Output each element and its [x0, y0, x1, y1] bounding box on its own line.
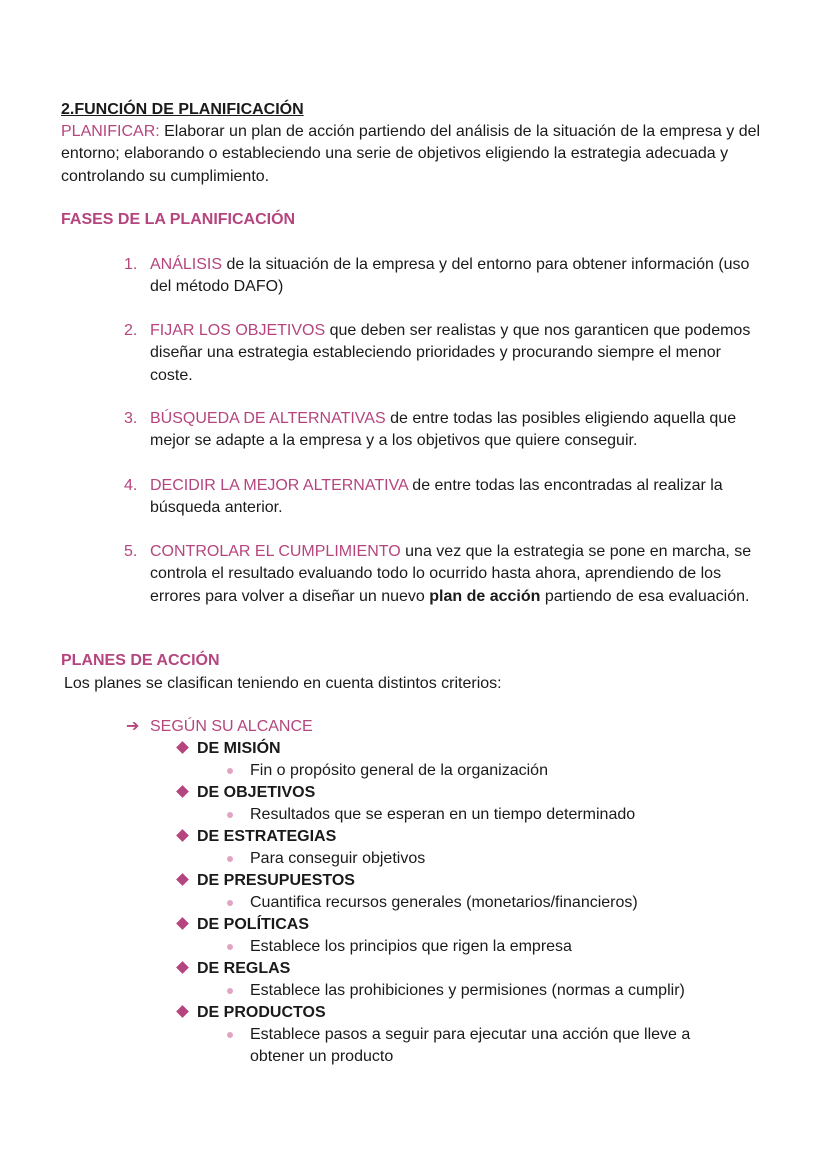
phase-term: FIJAR LOS OBJETIVOS — [150, 322, 326, 339]
plan-type-name: DE ESTRATEGIAS — [197, 828, 337, 845]
plan-type-item — [176, 826, 336, 848]
phase-text-after: partiendo de esa evaluación. — [540, 587, 750, 605]
phase-text: una vez que la estrategia se pone en marcha, se controla el resultado evaluando todo lo ocurrido hasta ahora, aprendiendo de los errores para volver a diseñar un nuevo — [150, 543, 752, 605]
phase-bold-text: plan de acción — [429, 587, 541, 605]
dot-bullet-icon — [227, 1032, 233, 1038]
plan-type-name: DE OBJETIVOS — [197, 784, 316, 801]
plan-type-desc — [227, 892, 727, 914]
plan-type-item — [176, 914, 309, 936]
phase-item — [124, 475, 765, 520]
phase-number: 4. — [124, 477, 138, 494]
dot-bullet-icon — [227, 944, 233, 950]
phase-number: 5. — [124, 543, 138, 560]
plans-heading: PLANES DE ACCIÓN — [61, 652, 220, 669]
page-title: 2.FUNCIÓN DE PLANIFICACIÓN — [61, 101, 304, 118]
diamond-bullet-icon — [176, 873, 189, 886]
plan-type-desc-text: Para conseguir objetivos — [250, 850, 426, 867]
phase-item — [124, 408, 765, 453]
intro-term: PLANIFICAR: — [61, 123, 160, 140]
plan-type-item — [176, 870, 355, 892]
phase-number: 2. — [124, 322, 138, 339]
plan-type-name: DE MISIÓN — [197, 740, 281, 757]
phase-text: de entre todas las encontradas al realizar la búsqueda anterior. — [150, 477, 723, 517]
plan-type-name: DE PRESUPUESTOS — [197, 872, 355, 889]
diamond-bullet-icon — [176, 785, 189, 798]
phase-item — [124, 254, 765, 299]
plan-type-desc-text: Establece pasos a seguir para ejecutar una acción que lleve a obtener un producto — [250, 1026, 691, 1065]
plan-type-name: DE PRODUCTOS — [197, 1004, 326, 1021]
plan-type-desc — [227, 804, 727, 826]
plan-type-desc-text: Cuantifica recursos generales (monetarios/financieros) — [250, 894, 638, 911]
phase-number: 3. — [124, 410, 138, 427]
plan-type-desc — [227, 980, 727, 1002]
diamond-bullet-icon — [176, 829, 189, 842]
phases-heading: FASES DE LA PLANIFICACIÓN — [61, 211, 296, 228]
scope-item — [126, 716, 313, 738]
diamond-bullet-icon — [176, 961, 189, 974]
dot-bullet-icon — [227, 856, 233, 862]
phase-text: que deben ser realistas y que nos garanticen que podemos diseñar una estrategia estableciendo prioridades y procurando siempre el menor coste. — [150, 322, 751, 384]
dot-bullet-icon — [227, 812, 233, 818]
scope-label: SEGÚN SU ALCANCE — [150, 718, 313, 735]
arrow-right-icon: ➔ — [126, 718, 140, 735]
plan-type-desc — [227, 848, 727, 870]
phase-item — [124, 541, 765, 608]
phase-term: ANÁLISIS — [150, 256, 223, 273]
phase-text: de la situación de la empresa y del entorno para obtener información (uso del método DAFO) — [150, 256, 750, 296]
plan-type-desc — [227, 936, 727, 958]
diamond-bullet-icon — [176, 1005, 189, 1018]
plan-type-desc — [227, 1024, 707, 1068]
dot-bullet-icon — [227, 900, 233, 906]
phase-term: BÚSQUEDA DE ALTERNATIVAS — [150, 410, 386, 427]
diamond-bullet-icon — [176, 917, 189, 930]
plan-type-item — [176, 1002, 326, 1024]
plan-type-item — [176, 782, 315, 804]
plan-type-desc-text: Establece las prohibiciones y permisiones (normas a cumplir) — [250, 982, 685, 999]
phase-number: 1. — [124, 256, 138, 273]
plan-type-desc-text: Fin o propósito general de la organización — [250, 762, 548, 779]
plan-type-name: DE POLÍTICAS — [197, 916, 310, 933]
phase-item — [124, 320, 765, 387]
plans-intro: Los planes se clasifican teniendo en cuenta distintos criterios: — [64, 675, 502, 692]
plan-type-desc-text: Establece los principios que rigen la empresa — [250, 938, 572, 955]
plan-type-name: DE REGLAS — [197, 960, 291, 977]
phase-term: DECIDIR LA MEJOR ALTERNATIVA — [150, 477, 408, 494]
intro-paragraph — [61, 121, 761, 188]
intro-text: Elaborar un plan de acción partiendo del análisis de la situación de la empresa y del entorno; elaborando o estableciendo una serie de objetivos eligiendo la estrategia adecuada y controlando su cumplimiento. — [61, 123, 761, 185]
plan-type-desc — [227, 760, 727, 782]
dot-bullet-icon — [227, 768, 233, 774]
phase-term: CONTROLAR EL CUMPLIMIENTO — [150, 543, 401, 560]
plan-type-item — [176, 738, 281, 760]
plan-type-desc-text: Resultados que se esperan en un tiempo determinado — [250, 806, 636, 823]
dot-bullet-icon — [227, 988, 233, 994]
diamond-bullet-icon — [176, 741, 189, 754]
phase-text: de entre todas las posibles eligiendo aquella que mejor se adapte a la empresa y a los objetivos que quiere conseguir. — [150, 410, 737, 450]
plan-type-item — [176, 958, 290, 980]
